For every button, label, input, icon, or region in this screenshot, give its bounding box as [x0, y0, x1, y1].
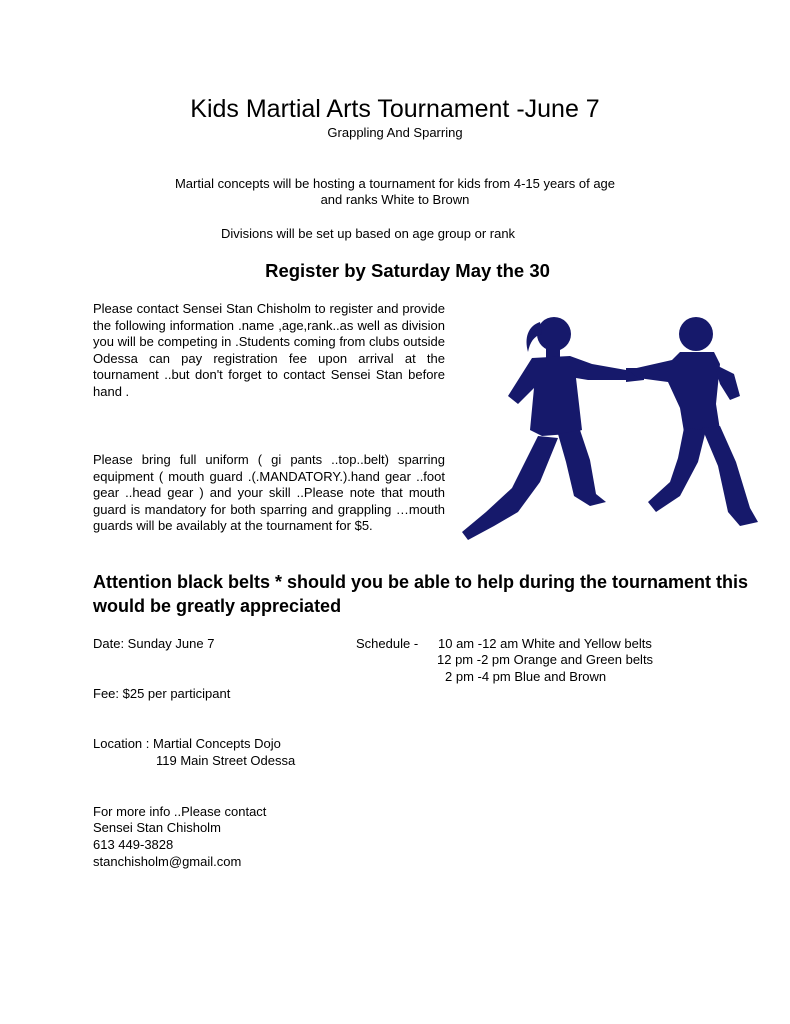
- page-subtitle: Grappling And Sparring: [327, 125, 463, 140]
- intro-text: [0, 176, 790, 208]
- contact-name: Sensei Stan Chisholm: [93, 820, 221, 835]
- location-line-1: Location : Martial Concepts Dojo: [93, 736, 281, 751]
- event-date: Date: Sunday June 7: [93, 636, 215, 651]
- schedule-slot-1: 10 am -12 am White and Yellow belts: [438, 636, 652, 651]
- schedule-label: Schedule -: [356, 636, 419, 651]
- event-fee: Fee: $25 per participant: [93, 686, 231, 701]
- intro-line-2: and ranks White to Brown: [320, 192, 470, 207]
- page-title: Kids Martial Arts Tournament -June 7: [190, 95, 600, 123]
- register-heading: Register by Saturday May the 30: [265, 260, 550, 281]
- sparring-kids-silhouette-icon: [458, 312, 768, 548]
- contact-phone: 613 449-3828: [93, 837, 174, 852]
- right-fighter-silhouette: [628, 317, 758, 526]
- location-line-2: 119 Main Street Odessa: [156, 753, 296, 768]
- schedule-slot-3: 2 pm -4 pm Blue and Brown: [445, 669, 607, 684]
- schedule-slot-2: 12 pm -2 pm Orange and Green belts: [437, 652, 654, 667]
- contact-email: stanchisholm@gmail.com: [93, 854, 242, 869]
- intro-line-1: Martial concepts will be hosting a tournament for kids from 4-15 years of age: [174, 176, 616, 191]
- contact-paragraph: Please contact Sensei Stan Chisholm to register and provide the following information .name ,age,rank..as well as division you will be competing in .Students coming from clubs outside Odessa can pay registration fee upon arrival at the tournament ..but don't forget to contact Sensei Stan before hand .: [93, 301, 445, 399]
- divisions-text: Divisions will be set up based on age group or rank: [220, 226, 516, 241]
- equipment-paragraph: Please bring full uniform ( gi pants ..top..belt) sparring equipment ( mouth guard .(.MANDATORY.).hand gear ..foot gear ..head gear ) and your skill ..Please note that mouth guard is mandatory for both sparring and grappling …mouth guards will be availably at the tournament for $5.: [93, 452, 445, 533]
- contact-intro: For more info ..Please contact: [93, 804, 267, 819]
- black-belt-notice: Attention black belts * should you be able to help during the tournament this would be greatly appreciated: [93, 572, 749, 616]
- left-fighter-silhouette: [462, 317, 644, 540]
